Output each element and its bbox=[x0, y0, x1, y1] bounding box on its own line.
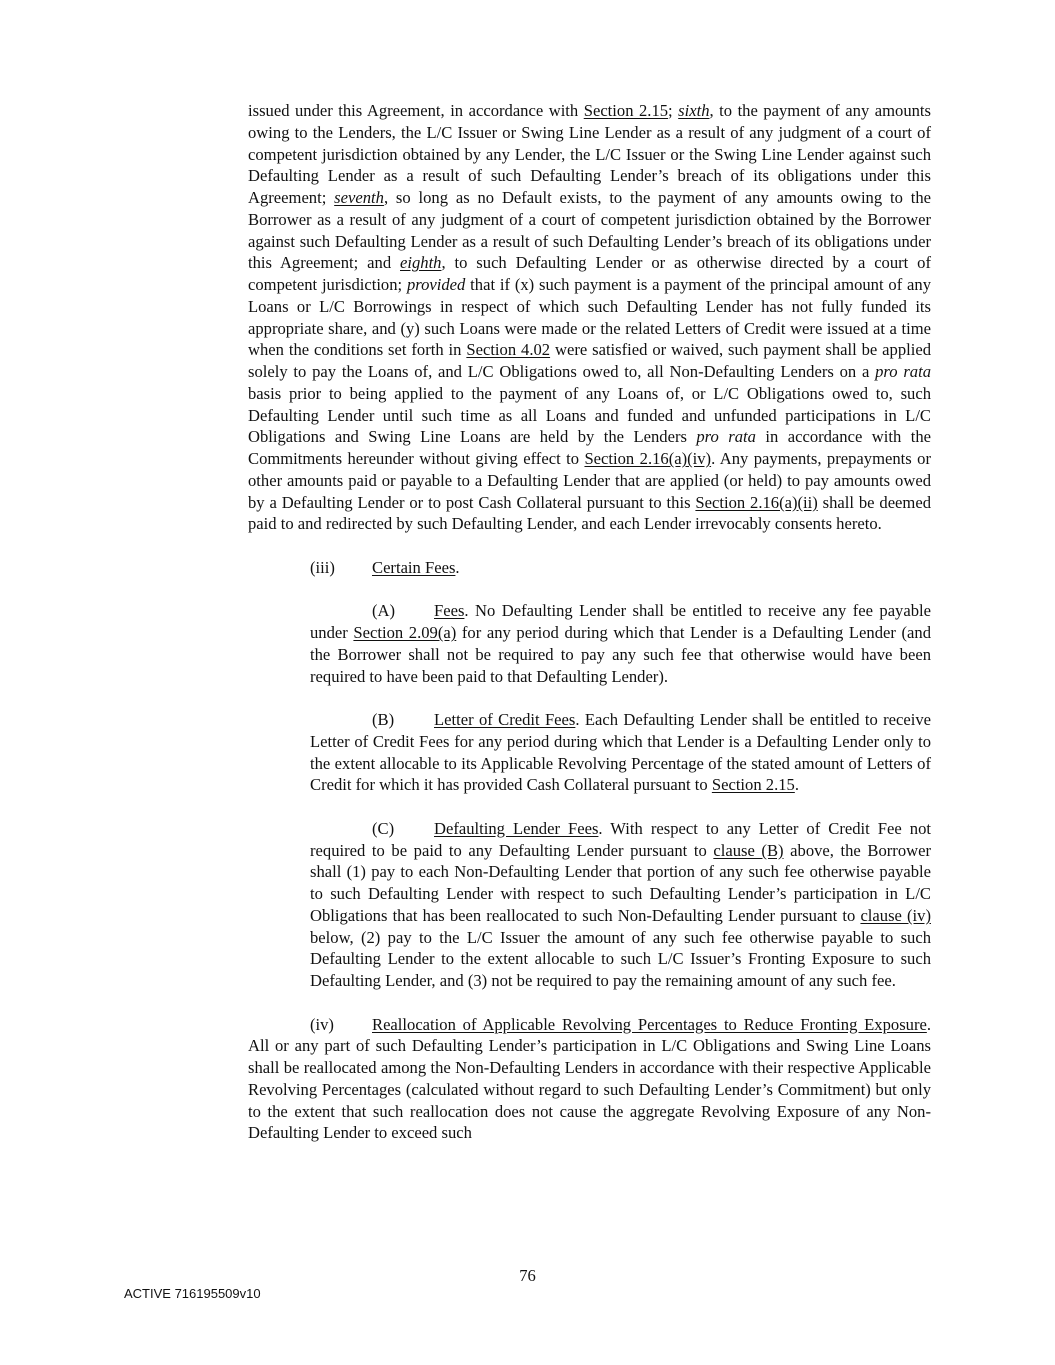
paragraph bbox=[310, 709, 931, 796]
emphasis-text: eighth bbox=[400, 253, 442, 273]
cross-reference: Section 2.16(a)(ii) bbox=[695, 492, 818, 512]
emphasis-text: pro rata bbox=[875, 362, 931, 381]
clause-label: (A) bbox=[372, 601, 396, 621]
cross-reference: Defaulting Lender Fees bbox=[434, 818, 599, 838]
text-run: basis prior to being applied to the payment of any Loans of, or L/C Obligations owed to, such Defaulting Lender until such time as all Loans and funded and unfunded participations in L/C Obligations and Swing Line Loans are held by the Lenders bbox=[248, 383, 931, 447]
text-run: . Any payments, prepayments or other amounts paid or payable to a Defaulting Lender that are applied (or held) to pay amounts owed by a Defaulting Lender or to post Cash Collateral pursuant to this bbox=[248, 449, 931, 512]
clause-label: (iii) bbox=[310, 557, 335, 577]
paragraph bbox=[310, 600, 931, 687]
paragraph bbox=[310, 818, 931, 992]
text-run: , to the payment of any amounts owing to the Lenders, the L/C Issuer or Swing Line Lender as a result of any judgment of a court of competent jurisdiction obtained by any Lender, the L/C Issuer or the Swing Line Lender against such Defaulting Lender as a result of such Defaulting Lender’s breach of its obligations under this Agreement; bbox=[248, 101, 932, 207]
paragraph bbox=[310, 557, 931, 579]
clause-label: (C) bbox=[372, 818, 395, 838]
text-run: shall be deemed paid to and redirected by such Defaulting Lender, and each Lender irrevocably consents hereto. bbox=[248, 492, 931, 534]
emphasis-text: seventh bbox=[334, 188, 384, 207]
page-number: 76 bbox=[519, 1266, 536, 1285]
clause-label: (iv) bbox=[310, 1014, 334, 1034]
text-run: , to such Defaulting Lender or as otherwise directed by a court of competent jurisdiction; bbox=[248, 253, 931, 294]
text-run: in accordance with the Commitments hereunder without giving effect to bbox=[248, 427, 931, 468]
paragraph bbox=[248, 100, 931, 535]
cross-reference: Certain Fees bbox=[372, 557, 456, 577]
text-run: , so long as no Default exists, to the payment of any amounts owing to the Borrower as a result of any judgment of a court of competent jurisdiction obtained by the Borrower against such Defaulting Lender as a result of such Defaulting Lender’s breach of its obligations under this Agreement; and bbox=[248, 188, 931, 273]
cross-reference: Section 2.15 bbox=[711, 775, 795, 795]
document-id-footer: ACTIVE 716195509v10 bbox=[124, 1286, 261, 1301]
document-body bbox=[248, 100, 931, 1166]
emphasis-text: pro rata bbox=[696, 427, 756, 447]
text-run: . With respect to any Letter of Credit Fee not required to be paid to any Defaulting Lender pursuant to bbox=[310, 818, 931, 860]
cross-reference: Fees bbox=[434, 601, 465, 621]
text-run: above, the Borrower shall (1) pay to each Non-Defaulting Lender that portion of any such fee otherwise payable to such Defaulting Lender with respect to such Defaulting Lender’s participation in L/C Obligations that has been reallocated to such Non-Defaulting Lender pursuant to bbox=[310, 840, 931, 925]
cross-reference: Section 2.15 bbox=[583, 101, 669, 120]
paragraph bbox=[248, 1014, 931, 1145]
cross-reference: Section 2.09(a) bbox=[353, 623, 457, 642]
cross-reference: Section 2.16(a)(iv) bbox=[584, 449, 712, 468]
text-run: for any period during which that Lender is a Defaulting Lender (and the Borrower shall not be required to pay any such fee that otherwise would have been required to have been paid to that Defaulting Lender). bbox=[310, 623, 931, 686]
emphasis-text: provided bbox=[406, 275, 466, 294]
text-run: were satisfied or waived, such payment shall be applied solely to pay the Loans of, and L/C Obligations owed to, all Non-Defaulting Lenders on a bbox=[248, 340, 931, 381]
cross-reference: Reallocation of Applicable Revolving Percentages to Reduce Fronting Exposure bbox=[372, 1014, 927, 1034]
text-run: ; bbox=[668, 101, 679, 120]
text-run: that if (x) such payment is a payment of the principal amount of any Loans or L/C Borrowings in respect of which such Defaulting Lender has not fully funded its appropriate share, and (y) such Loans were made or the related Letters of Credit were issued at a time when the conditions set forth in bbox=[248, 275, 932, 360]
cross-reference: Letter of Credit Fees bbox=[434, 710, 576, 729]
cross-reference: clause (iv) bbox=[860, 905, 931, 925]
text-run: issued under this Agreement, in accordance with bbox=[248, 101, 584, 120]
emphasis-text: sixth bbox=[678, 101, 710, 120]
cross-reference: clause (B) bbox=[713, 840, 784, 860]
text-run: . bbox=[455, 557, 460, 577]
text-run: . All or any part of such Defaulting Lender’s participation in L/C Obligations and Swing Line Loans shall be reallocated among the Non-Defaulting Lenders in accordance with their respective Applicable Revolving Percentages (calculated without regard to such Defaulting Lender’s Commitment) but only to the extent that such reallocation does not cause the aggregate Revolving Exposure of any Non-Defaulting Lender to exceed such bbox=[248, 1014, 931, 1143]
clause-label: (B) bbox=[372, 710, 395, 729]
text-run: . Each Defaulting Lender shall be entitled to receive Letter of Credit Fees for any period during which that Lender is a Defaulting Lender only to the extent allocable to its Applicable Revolving Percentage of the stated amount of Letters of Credit for which it has provided Cash Collateral pursuant to bbox=[310, 710, 931, 795]
text-run: below, (2) pay to the L/C Issuer the amount of any such fee otherwise payable to such Defaulting Lender to the extent allocable to such L/C Issuer’s Fronting Exposure to such Defaulting Lender, and (3) not be required to pay the remaining amount of any such fee. bbox=[310, 927, 931, 990]
cross-reference: Section 4.02 bbox=[466, 340, 551, 360]
text-run: . bbox=[794, 775, 799, 795]
text-run: . No Defaulting Lender shall be entitled to receive any fee payable under bbox=[310, 601, 931, 642]
